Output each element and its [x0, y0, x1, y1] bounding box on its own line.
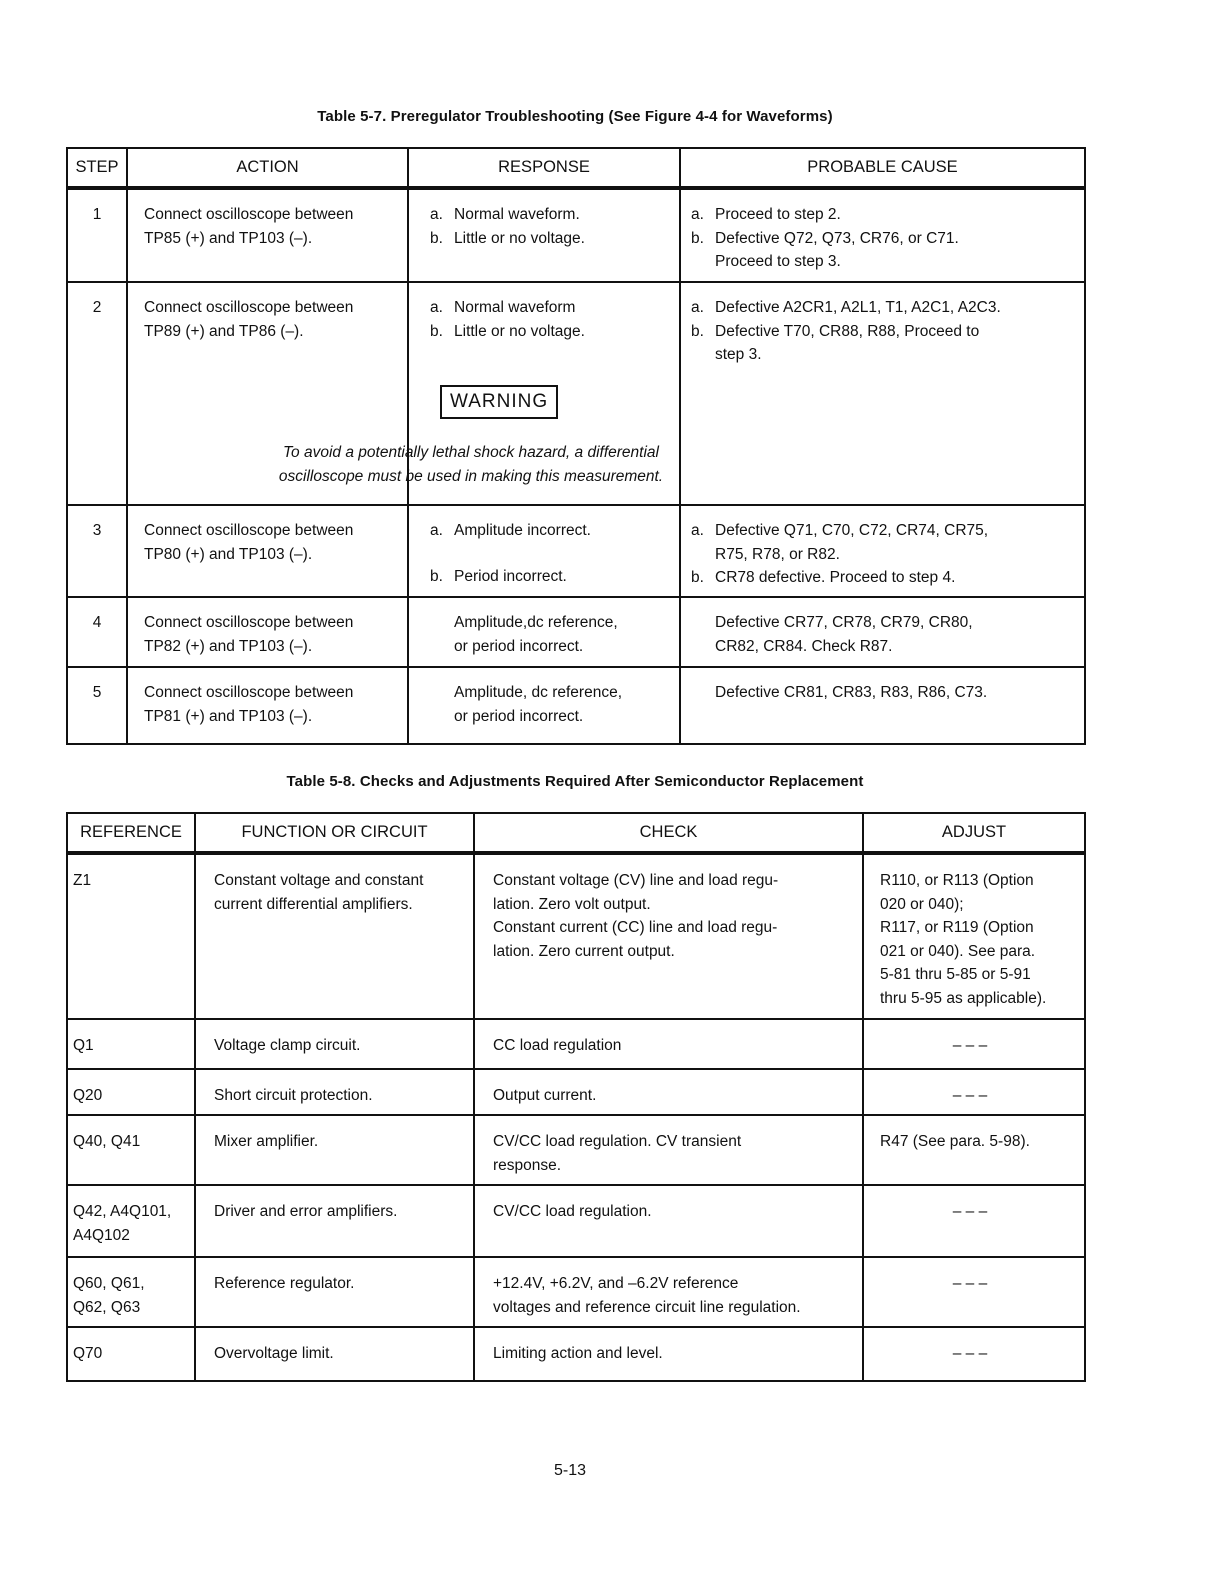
warning-label: WARNING	[440, 385, 558, 419]
text-line: Constant current (CC) line and load regu-	[493, 919, 778, 936]
text-line: or period incorrect.	[454, 707, 584, 725]
list-marker: a.	[691, 299, 704, 316]
text-line: lation. Zero current output.	[493, 942, 675, 960]
function-cell	[195, 1019, 474, 1069]
list-text: Proceed to step 3.	[715, 253, 841, 270]
check-cell	[474, 853, 863, 1019]
list-text: Normal waveform	[454, 299, 576, 316]
list-text: step 3.	[715, 346, 762, 363]
step-number: 4	[67, 597, 127, 667]
table-row	[67, 1185, 1085, 1257]
text-line: Constant voltage and constant	[214, 872, 424, 889]
list-marker	[691, 543, 715, 567]
text-line: CV/CC load regulation.	[493, 1203, 652, 1220]
action-cell	[127, 667, 408, 744]
text-line: TP82 (+) and TP103 (–).	[144, 637, 313, 655]
header-function: FUNCTION OR CIRCUIT	[195, 813, 474, 853]
text-line: – – –	[952, 1275, 988, 1292]
text-line: thru 5-95 as applicable).	[880, 989, 1047, 1007]
text-line: Connect oscilloscope between	[144, 522, 354, 539]
list-marker: a.	[691, 522, 704, 539]
text-line: current differential amplifiers.	[214, 895, 413, 913]
text-line: +12.4V, +6.2V, and –6.2V reference	[493, 1275, 739, 1292]
list-marker	[691, 343, 715, 367]
header-reference: REFERENCE	[67, 813, 195, 853]
list-text: Amplitude incorrect.	[454, 522, 591, 539]
adjust-cell	[863, 1019, 1085, 1069]
response-cell	[408, 597, 680, 667]
table-header-row	[67, 813, 1085, 853]
step-number: 5	[67, 667, 127, 744]
text-line: or period incorrect.	[454, 637, 584, 655]
list-marker: b.	[691, 322, 704, 340]
reference-cell	[67, 1115, 195, 1185]
list-text: R75, R78, or R82.	[715, 545, 840, 563]
table-5-8-caption: Table 5-8. Checks and Adjustments Required After Semiconductor Replacement	[286, 773, 864, 790]
text-line: Q60, Q61,	[73, 1275, 145, 1292]
cause-cell	[680, 597, 1085, 667]
list-text: CR78 defective. Proceed to step 4.	[715, 569, 956, 586]
header-step: STEP	[67, 148, 127, 188]
text-line: Limiting action and level.	[493, 1345, 663, 1362]
table-5-7-caption: Table 5-7. Preregulator Troubleshooting (See Figure 4-4 for Waveforms)	[317, 108, 833, 125]
text-line: CR82, CR84. Check R87.	[715, 637, 893, 655]
table-row	[67, 1069, 1085, 1115]
step-number: 3	[67, 505, 127, 597]
page-number: 5-13	[553, 1462, 587, 1479]
text-line: CC load regulation	[493, 1037, 622, 1054]
list-marker: a.	[430, 299, 443, 316]
header-check: CHECK	[474, 813, 863, 853]
reference-cell	[67, 1257, 195, 1327]
function-cell	[195, 1257, 474, 1327]
check-cell	[474, 1257, 863, 1327]
list-text: Defective A2CR1, A2L1, T1, A2C1, A2C3.	[715, 299, 1001, 316]
table-row	[67, 1019, 1085, 1069]
text-line: Connect oscilloscope between	[144, 614, 354, 631]
table-row	[67, 1327, 1085, 1381]
list-marker: b.	[430, 567, 443, 585]
text-line: R117, or R119 (Option	[880, 919, 1034, 936]
response-cell	[408, 505, 680, 597]
text-line: TP81 (+) and TP103 (–).	[144, 707, 313, 725]
text-line: Q1	[73, 1037, 94, 1054]
list-marker: a.	[430, 206, 443, 223]
adjust-cell	[863, 1185, 1085, 1257]
header-response: RESPONSE	[408, 148, 680, 188]
step-number: 1	[67, 188, 127, 282]
text-line: Q62, Q63	[73, 1298, 141, 1316]
text-line: Connect oscilloscope between	[144, 206, 354, 223]
list-marker	[691, 250, 715, 274]
text-line: voltages and reference circuit line regulation.	[493, 1298, 801, 1316]
text-line: 021 or 040). See para.	[880, 942, 1036, 960]
text-line: – – –	[952, 1087, 988, 1104]
table-row	[67, 667, 1085, 744]
list-marker: b.	[430, 229, 443, 247]
text-line: TP85 (+) and TP103 (–).	[144, 229, 313, 247]
text-line: Mixer amplifier.	[214, 1133, 319, 1150]
text-line: TP80 (+) and TP103 (–).	[144, 545, 313, 563]
warning-message	[126, 441, 816, 488]
text-line: A4Q102	[73, 1226, 130, 1244]
text-line: 020 or 040);	[880, 895, 964, 913]
cause-cell	[680, 667, 1085, 744]
action-cell	[127, 597, 408, 667]
text-line: Connect oscilloscope between	[144, 684, 354, 701]
list-text: Defective Q71, C70, C72, CR74, CR75,	[715, 522, 989, 539]
reference-cell	[67, 1185, 195, 1257]
response-cell	[408, 188, 680, 282]
list-text: Proceed to step 2.	[715, 206, 841, 223]
list-marker: a.	[691, 206, 704, 223]
list-text: Little or no voltage.	[454, 322, 585, 340]
text-line: – – –	[952, 1037, 988, 1054]
header-adjust: ADJUST	[863, 813, 1085, 853]
text-line: Reference regulator.	[214, 1275, 355, 1292]
table-row	[67, 853, 1085, 1019]
reference-cell	[67, 1069, 195, 1115]
text-line: Short circuit protection.	[214, 1087, 373, 1104]
response-cell	[408, 667, 680, 744]
reference-cell	[67, 1327, 195, 1381]
table-row	[67, 1115, 1085, 1185]
text-line: TP89 (+) and TP86 (–).	[144, 322, 304, 340]
check-cell	[474, 1115, 863, 1185]
text-line: Q70	[73, 1345, 103, 1362]
adjust-cell	[863, 853, 1085, 1019]
function-cell	[195, 1185, 474, 1257]
table-row	[67, 1257, 1085, 1327]
semiconductor-replacement-table	[66, 812, 1086, 1382]
function-cell	[195, 1327, 474, 1381]
reference-cell	[67, 1019, 195, 1069]
check-cell	[474, 1327, 863, 1381]
text-line: R47 (See para. 5-98).	[880, 1133, 1030, 1150]
list-text: Defective T70, CR88, R88, Proceed to	[715, 322, 980, 340]
check-cell	[474, 1019, 863, 1069]
list-text: Little or no voltage.	[454, 229, 585, 247]
text-line: Overvoltage limit.	[214, 1345, 334, 1362]
text-line: CV/CC load regulation. CV transient	[493, 1133, 742, 1150]
text-line: Connect oscilloscope between	[144, 299, 354, 316]
cause-cell	[680, 505, 1085, 597]
action-cell	[127, 505, 408, 597]
list-marker: b.	[691, 229, 704, 247]
text-line: Defective CR77, CR78, CR79, CR80,	[715, 614, 973, 631]
list-marker: a.	[430, 522, 443, 539]
text-line: Z1	[73, 872, 92, 889]
list-text: Defective Q72, Q73, CR76, or C71.	[715, 229, 959, 247]
header-probable-cause: PROBABLE CAUSE	[680, 148, 1085, 188]
text-line: – – –	[952, 1203, 988, 1220]
text-line: Driver and error amplifiers.	[214, 1203, 398, 1220]
text-line: Voltage clamp circuit.	[214, 1037, 361, 1054]
cause-cell	[680, 188, 1085, 282]
adjust-cell	[863, 1069, 1085, 1115]
function-cell	[195, 853, 474, 1019]
adjust-cell	[863, 1327, 1085, 1381]
table-header-row	[67, 148, 1085, 188]
step-number: 2	[67, 282, 127, 505]
text-line: 5-81 thru 5-85 or 5-91	[880, 966, 1031, 983]
list-marker: b.	[430, 322, 443, 340]
table-row	[67, 597, 1085, 667]
warning-line: oscilloscope must be used in making this measurement.	[278, 467, 664, 485]
action-cell	[127, 188, 408, 282]
function-cell	[195, 1069, 474, 1115]
table-row	[67, 505, 1085, 597]
reference-cell	[67, 853, 195, 1019]
table-row	[67, 188, 1085, 282]
list-text: Normal waveform.	[454, 206, 580, 223]
text-line: – – –	[952, 1345, 988, 1362]
text-line: Q42, A4Q101,	[73, 1203, 172, 1220]
function-cell	[195, 1115, 474, 1185]
list-text: Period incorrect.	[454, 567, 567, 585]
text-line: Q40, Q41	[73, 1133, 141, 1150]
check-cell	[474, 1185, 863, 1257]
adjust-cell	[863, 1257, 1085, 1327]
list-marker: b.	[691, 569, 704, 586]
adjust-cell	[863, 1115, 1085, 1185]
warning-line: To avoid a potentially lethal shock hazard, a differential	[283, 444, 659, 461]
text-line: Q20	[73, 1087, 103, 1104]
text-line: Amplitude, dc reference,	[454, 684, 623, 701]
text-line: lation. Zero volt output.	[493, 895, 651, 913]
text-line: Defective CR81, CR83, R83, R86, C73.	[715, 684, 988, 701]
text-line: Constant voltage (CV) line and load regu-	[493, 872, 779, 889]
text-line: R110, or R113 (Option	[880, 872, 1034, 889]
text-line: response.	[493, 1156, 562, 1174]
header-action: ACTION	[127, 148, 408, 188]
text-line: Amplitude,dc reference,	[454, 614, 618, 631]
text-line: Output current.	[493, 1087, 597, 1104]
check-cell	[474, 1069, 863, 1115]
